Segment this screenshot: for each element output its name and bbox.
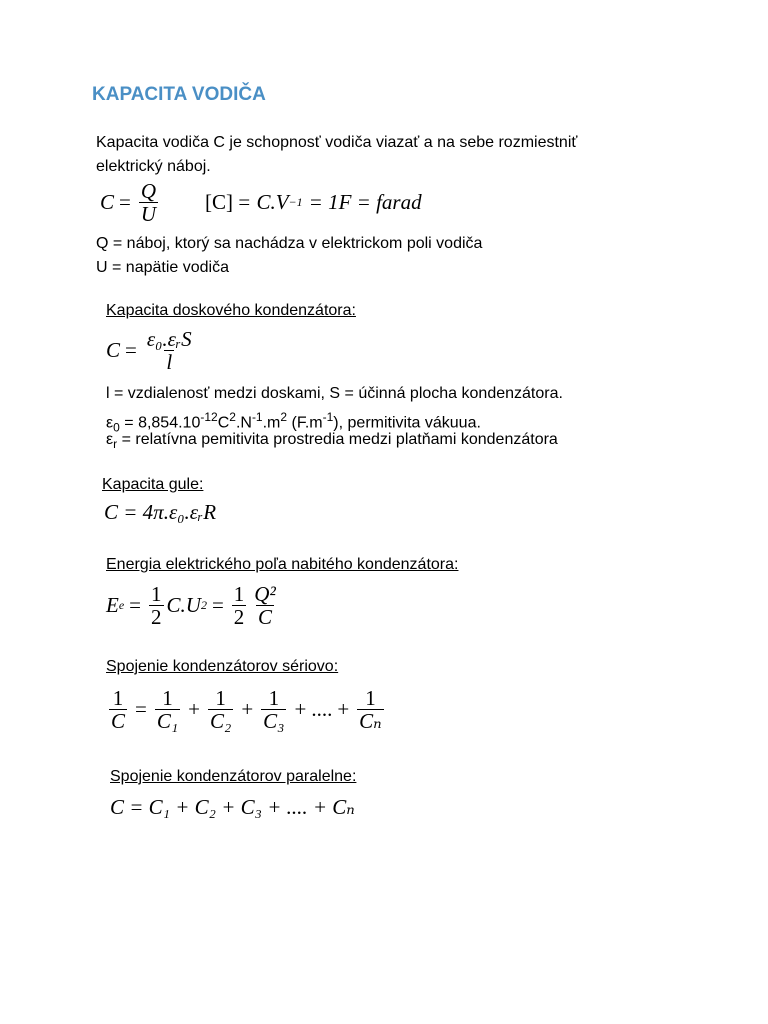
sphere-formula: C = 4π.ε₀.εᵣR [104,500,217,524]
page-title: KAPACITA VODIČA [92,84,266,105]
definition-epsilon-0: $\varepsilon_0 = 8,854.10^{-12}C^2.N^{-1}.m^2$ $(F.m^{-1})$, permitivita vákuua. [106,410,481,435]
definition-u: U = napätie vodiča [96,259,229,276]
definition-q: Q = náboj, ktorý sa nachádza v elektrickom poli vodiča [96,235,483,252]
intro-line-1: Kapacita vodiča C je schopnosť vodiča viazať a na sebe rozmiestniť [96,134,578,151]
fraction-q-over-u: $\frac{Q}{U}$ [140,179,157,226]
parallel-formula: C = C₁ + C₂ + C₃ + .... + Cₙ [110,795,355,819]
definition-epsilon-r: $\varepsilon_r$ = relatívna pemitivita prostredia medzi platňami kondenzátora [106,431,558,452]
plate-capacitor-heading: Kapacita doskového kondenzátora: [106,302,356,319]
plate-capacitor-formula: C = $\frac{\text{ε₀.εᵣS}}{l}$ [106,327,192,374]
energy-formula: E e = $\frac{1}{2}$ C.U 2 = $\frac{1}{2}$ $\frac{\text{Q²}}{C}$ [106,582,276,629]
series-heading: Spojenie kondenzátorov sériovo: [106,658,339,675]
unit-bracket: [C] [205,190,234,214]
definition-l-s: l = vzdialenosť medzi doskami, S = účinná plocha kondenzátora. [106,385,563,402]
intro-line-2: elektrický náboj. [96,158,211,175]
series-formula: $\frac{1}{C}$ = $\frac{1}{\text{C₁}}$ + $\frac{1}{\text{C₂}}$ + $\frac{1}{\text{C₃}}$ + .... + $\frac{1}{\text{Cₙ}}$ [111,686,382,733]
unit-definition: = 1F = farad [308,190,422,214]
parallel-heading: Spojenie kondenzátorov paralelne: [110,768,357,785]
capacity-formula: C = $\frac{Q}{U}$ [C] = C.V −1 = 1F = farad [100,179,422,226]
sphere-heading: Kapacita gule: [102,476,204,493]
energy-heading: Energia elektrického poľa nabitého kondenzátora: [106,556,459,573]
